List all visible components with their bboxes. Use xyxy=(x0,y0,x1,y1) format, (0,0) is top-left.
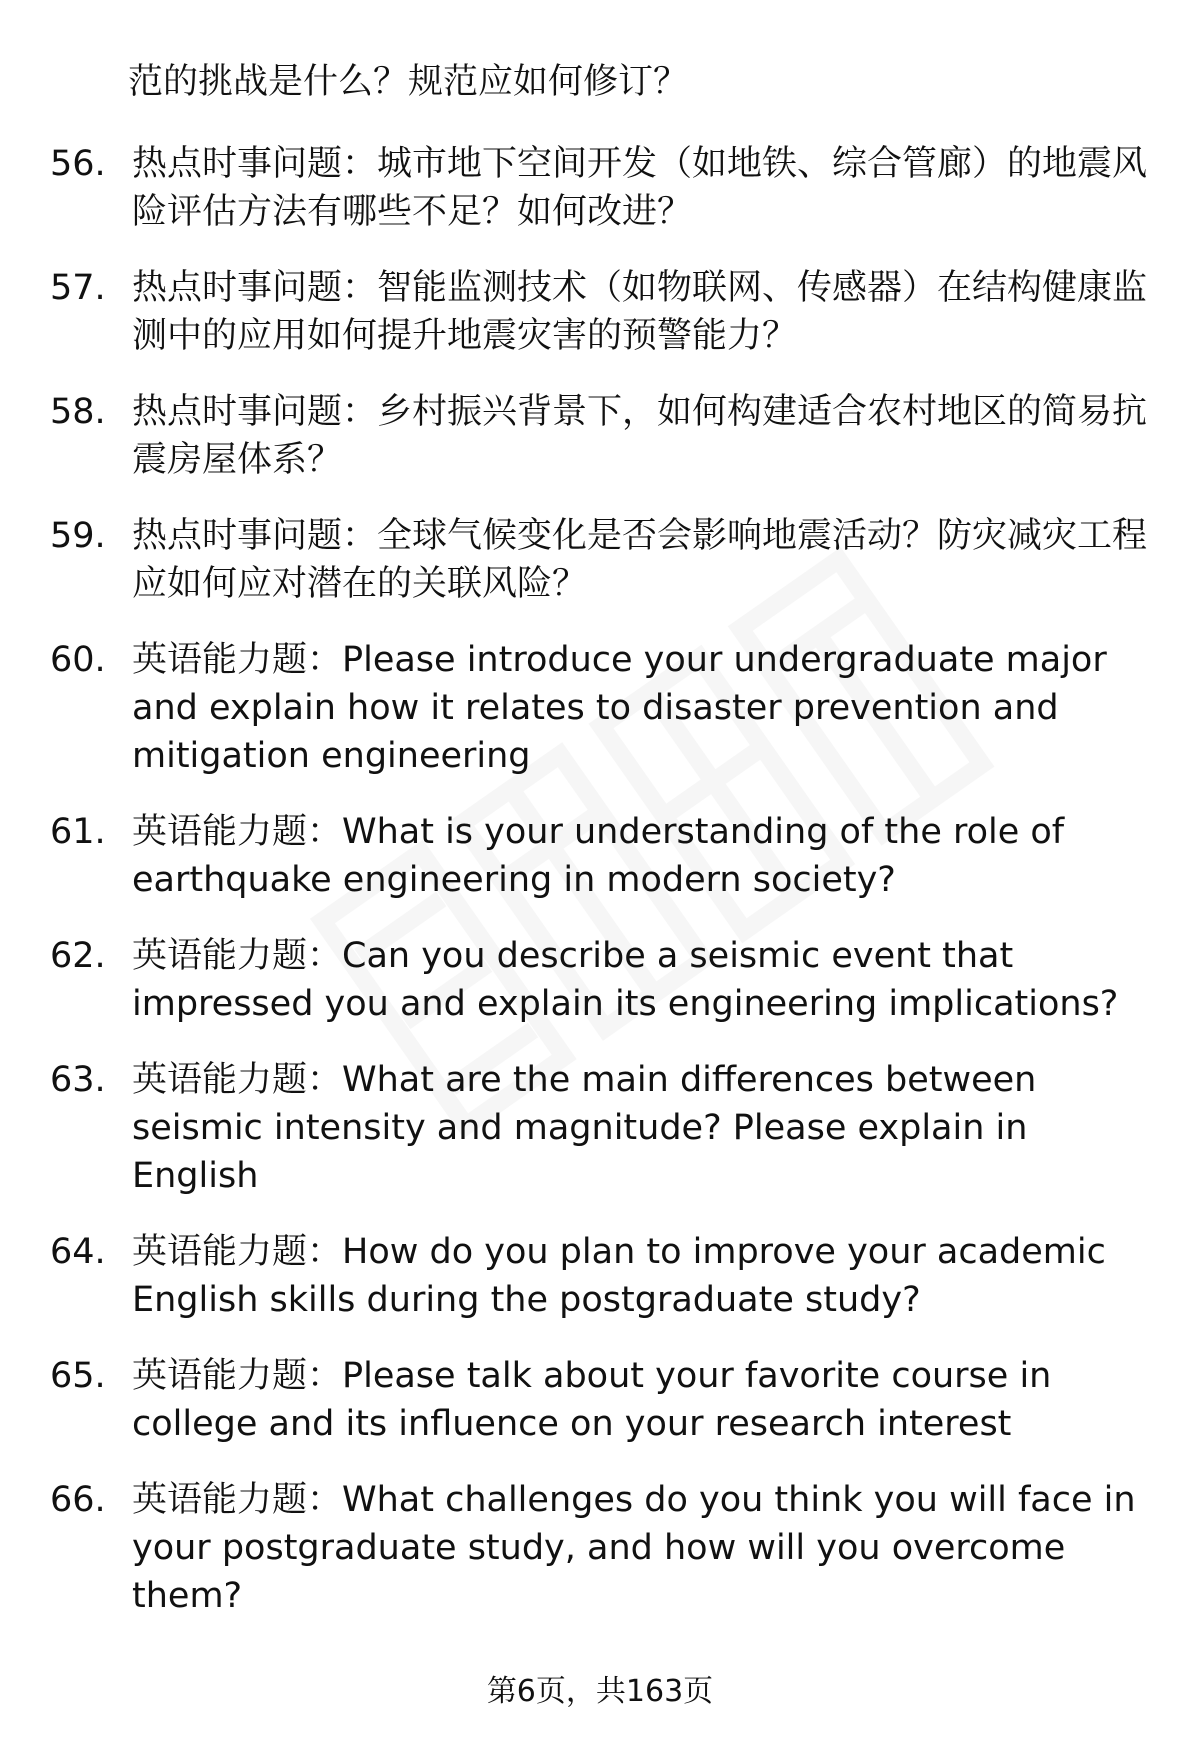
question-item xyxy=(0,1056,1200,1200)
question-text: 英语能力题：What is your understanding of the role of earthquake engineering in modern society? xyxy=(132,812,1065,900)
question-number: 61. xyxy=(50,812,106,852)
question-text: 热点时事问题：全球气候变化是否会影响地震活动？防灾减灾工程应如何应对潜在的关联风险？ xyxy=(132,516,1148,604)
question-item xyxy=(0,808,1200,904)
question-item xyxy=(0,1352,1200,1448)
continued-question-text: 范的挑战是什么？规范应如何修订？ xyxy=(128,62,689,102)
question-item xyxy=(0,1228,1200,1324)
question-text: 热点时事问题：城市地下空间开发（如地铁、综合管廊）的地震风险评估方法有哪些不足？如何改进？ xyxy=(132,144,1148,232)
question-text: 英语能力题：Please introduce your undergraduate major and explain how it relates to disaster prevention and mitigation engineering xyxy=(132,640,1107,776)
question-item xyxy=(0,140,1200,236)
question-number: 57. xyxy=(50,268,106,308)
question-number: 59. xyxy=(50,516,106,556)
question-text: 热点时事问题：智能监测技术（如物联网、传感器）在结构健康监测中的应用如何提升地震灾害的预警能力？ xyxy=(132,268,1148,356)
question-number: 58. xyxy=(50,392,106,432)
question-text: 英语能力题：What challenges do you think you will face in your postgraduate study, and how will you overcome them? xyxy=(132,1480,1136,1616)
question-item xyxy=(0,932,1200,1028)
question-text: 英语能力题：Can you describe a seismic event that impressed you and explain its engineering implications? xyxy=(132,936,1119,1024)
question-list xyxy=(0,140,1200,1648)
question-text: 英语能力题：Please talk about your favorite course in college and its influence on your research interest xyxy=(132,1356,1052,1444)
question-item xyxy=(0,264,1200,360)
question-text: 英语能力题：How do you plan to improve your academic English skills during the postgraduate study? xyxy=(132,1232,1106,1320)
question-number: 66. xyxy=(50,1480,106,1520)
question-text: 英语能力题：What are the main differences between seismic intensity and magnitude? Please explain in English xyxy=(132,1060,1037,1196)
question-item xyxy=(0,512,1200,608)
question-number: 62. xyxy=(50,936,106,976)
question-text: 热点时事问题：乡村振兴背景下，如何构建适合农村地区的简易抗震房屋体系？ xyxy=(132,392,1148,480)
question-number: 65. xyxy=(50,1356,106,1396)
question-item xyxy=(0,388,1200,484)
question-item xyxy=(0,1476,1200,1620)
page-number-footer: 第6页，共163页 xyxy=(486,1674,714,1709)
question-item xyxy=(0,636,1200,780)
question-number: 64. xyxy=(50,1232,106,1272)
question-number: 56. xyxy=(50,144,106,184)
question-number: 60. xyxy=(50,640,106,680)
question-number: 63. xyxy=(50,1060,106,1100)
